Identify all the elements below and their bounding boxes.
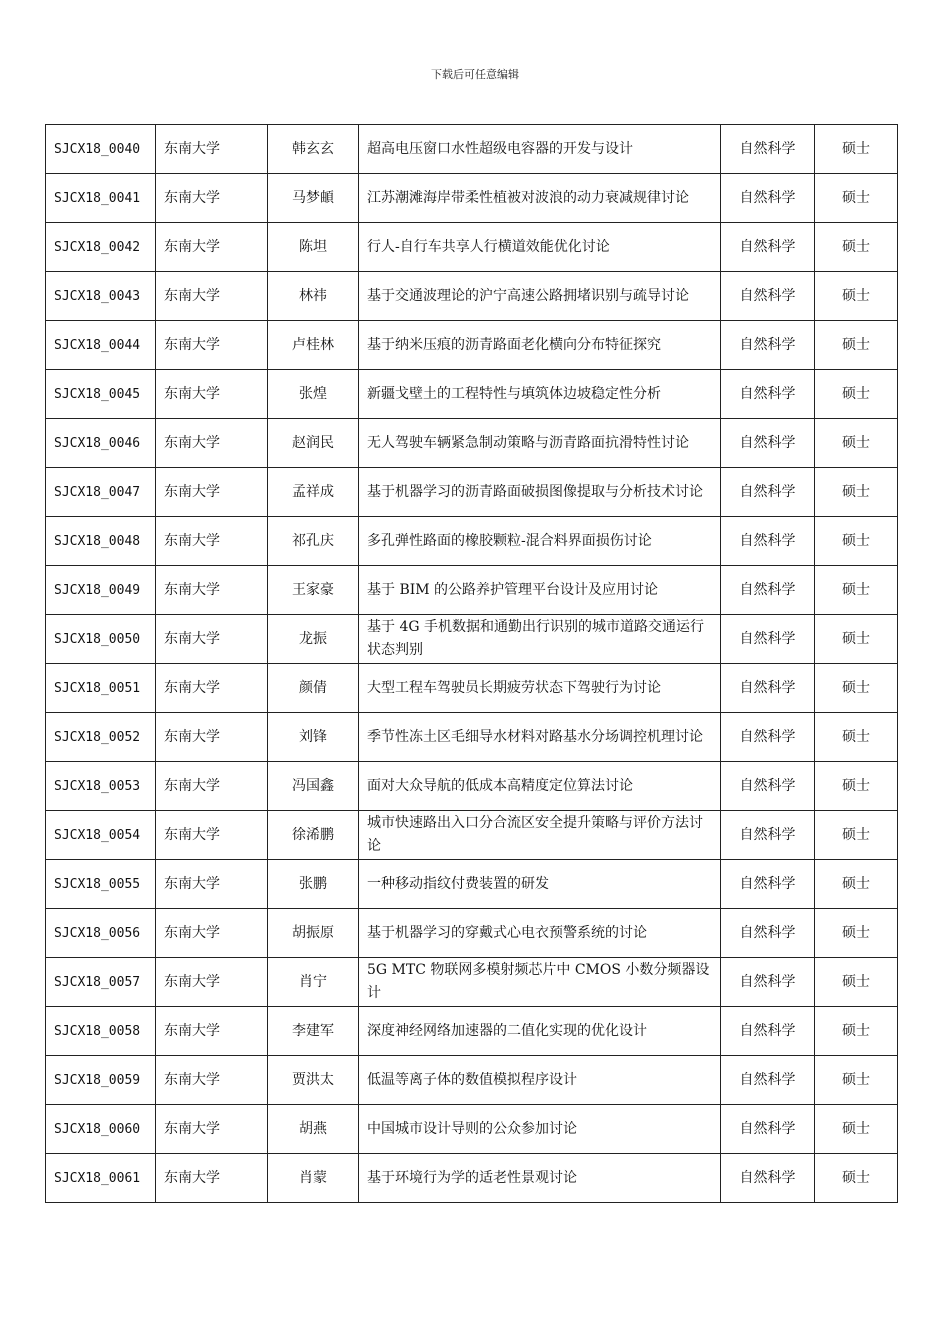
university-cell: 东南大学 xyxy=(156,860,268,909)
table-row xyxy=(46,174,898,223)
project-id-cell: SJCX18_0047 xyxy=(46,468,156,517)
university-cell: 东南大学 xyxy=(156,517,268,566)
student-name-cell: 王家豪 xyxy=(268,566,359,615)
student-name-cell: 冯国鑫 xyxy=(268,762,359,811)
table-row xyxy=(46,1007,898,1056)
table-row xyxy=(46,419,898,468)
field-cell: 自然科学 xyxy=(721,958,815,1007)
project-id-cell: SJCX18_0041 xyxy=(46,174,156,223)
project-title-cell: 江苏潮滩海岸带柔性植被对波浪的动力衰减规律讨论 xyxy=(359,174,721,223)
field-cell: 自然科学 xyxy=(721,272,815,321)
table-row xyxy=(46,517,898,566)
degree-cell: 硕士 xyxy=(815,419,898,468)
degree-cell: 硕士 xyxy=(815,811,898,860)
degree-cell: 硕士 xyxy=(815,174,898,223)
university-cell: 东南大学 xyxy=(156,125,268,174)
project-title-cell: 基于交通波理论的沪宁高速公路拥堵识别与疏导讨论 xyxy=(359,272,721,321)
project-id-cell: SJCX18_0051 xyxy=(46,664,156,713)
field-cell: 自然科学 xyxy=(721,468,815,517)
university-cell: 东南大学 xyxy=(156,174,268,223)
project-id-cell: SJCX18_0061 xyxy=(46,1154,156,1203)
student-name-cell: 林祎 xyxy=(268,272,359,321)
field-cell: 自然科学 xyxy=(721,419,815,468)
degree-cell: 硕士 xyxy=(815,762,898,811)
table-row xyxy=(46,566,898,615)
university-cell: 东南大学 xyxy=(156,762,268,811)
table-row xyxy=(46,909,898,958)
student-name-cell: 肖宁 xyxy=(268,958,359,1007)
table-row xyxy=(46,811,898,860)
student-name-cell: 陈坦 xyxy=(268,223,359,272)
project-id-cell: SJCX18_0048 xyxy=(46,517,156,566)
project-id-cell: SJCX18_0058 xyxy=(46,1007,156,1056)
university-cell: 东南大学 xyxy=(156,811,268,860)
table-row xyxy=(46,615,898,664)
field-cell: 自然科学 xyxy=(721,1007,815,1056)
student-name-cell: 韩玄玄 xyxy=(268,125,359,174)
degree-cell: 硕士 xyxy=(815,713,898,762)
field-cell: 自然科学 xyxy=(721,1105,815,1154)
field-cell: 自然科学 xyxy=(721,615,815,664)
project-title-cell: 基于 4G 手机数据和通勤出行识别的城市道路交通运行状态判别 xyxy=(359,615,721,664)
university-cell: 东南大学 xyxy=(156,615,268,664)
university-cell: 东南大学 xyxy=(156,419,268,468)
student-name-cell: 贾洪太 xyxy=(268,1056,359,1105)
project-title-cell: 新疆戈壁土的工程特性与填筑体边坡稳定性分析 xyxy=(359,370,721,419)
project-id-cell: SJCX18_0042 xyxy=(46,223,156,272)
project-table xyxy=(45,124,898,1203)
degree-cell: 硕士 xyxy=(815,468,898,517)
university-cell: 东南大学 xyxy=(156,664,268,713)
university-cell: 东南大学 xyxy=(156,1007,268,1056)
university-cell: 东南大学 xyxy=(156,566,268,615)
table-row xyxy=(46,762,898,811)
degree-cell: 硕士 xyxy=(815,125,898,174)
project-id-cell: SJCX18_0055 xyxy=(46,860,156,909)
degree-cell: 硕士 xyxy=(815,958,898,1007)
project-title-cell: 中国城市设计导则的公众参加讨论 xyxy=(359,1105,721,1154)
table-row xyxy=(46,1056,898,1105)
university-cell: 东南大学 xyxy=(156,321,268,370)
university-cell: 东南大学 xyxy=(156,958,268,1007)
project-title-cell: 基于环境行为学的适老性景观讨论 xyxy=(359,1154,721,1203)
table-row xyxy=(46,860,898,909)
table-row xyxy=(46,125,898,174)
university-cell: 东南大学 xyxy=(156,1105,268,1154)
degree-cell: 硕士 xyxy=(815,272,898,321)
field-cell: 自然科学 xyxy=(721,566,815,615)
degree-cell: 硕士 xyxy=(815,615,898,664)
degree-cell: 硕士 xyxy=(815,860,898,909)
field-cell: 自然科学 xyxy=(721,762,815,811)
project-title-cell: 基于纳米压痕的沥青路面老化横向分布特征探究 xyxy=(359,321,721,370)
project-id-cell: SJCX18_0043 xyxy=(46,272,156,321)
student-name-cell: 龙振 xyxy=(268,615,359,664)
project-id-cell: SJCX18_0044 xyxy=(46,321,156,370)
project-id-cell: SJCX18_0046 xyxy=(46,419,156,468)
degree-cell: 硕士 xyxy=(815,1105,898,1154)
table-body xyxy=(46,125,898,1203)
table-row xyxy=(46,1105,898,1154)
table-row xyxy=(46,958,898,1007)
field-cell: 自然科学 xyxy=(721,321,815,370)
student-name-cell: 祁孔庆 xyxy=(268,517,359,566)
degree-cell: 硕士 xyxy=(815,223,898,272)
field-cell: 自然科学 xyxy=(721,517,815,566)
project-id-cell: SJCX18_0040 xyxy=(46,125,156,174)
table-row xyxy=(46,370,898,419)
project-title-cell: 季节性冻土区毛细导水材料对路基水分场调控机理讨论 xyxy=(359,713,721,762)
table-row xyxy=(46,713,898,762)
project-title-cell: 低温等离子体的数值模拟程序设计 xyxy=(359,1056,721,1105)
degree-cell: 硕士 xyxy=(815,1007,898,1056)
university-cell: 东南大学 xyxy=(156,468,268,517)
table-row xyxy=(46,1154,898,1203)
degree-cell: 硕士 xyxy=(815,566,898,615)
student-name-cell: 颜倩 xyxy=(268,664,359,713)
project-title-cell: 城市快速路出入口分合流区安全提升策略与评价方法讨论 xyxy=(359,811,721,860)
table-row xyxy=(46,468,898,517)
project-title-cell: 超高电压窗口水性超级电容器的开发与设计 xyxy=(359,125,721,174)
degree-cell: 硕士 xyxy=(815,370,898,419)
table-row xyxy=(46,664,898,713)
table-row xyxy=(46,272,898,321)
page-header: 下载后可任意编辑 xyxy=(431,68,519,81)
field-cell: 自然科学 xyxy=(721,811,815,860)
degree-cell: 硕士 xyxy=(815,909,898,958)
project-title-cell: 5G MTC 物联网多模射频芯片中 CMOS 小数分频器设计 xyxy=(359,958,721,1007)
student-name-cell: 张煌 xyxy=(268,370,359,419)
project-title-cell: 一种移动指纹付费装置的研发 xyxy=(359,860,721,909)
project-title-cell: 基于机器学习的穿戴式心电衣预警系统的讨论 xyxy=(359,909,721,958)
project-title-cell: 大型工程车驾驶员长期疲劳状态下驾驶行为讨论 xyxy=(359,664,721,713)
university-cell: 东南大学 xyxy=(156,1154,268,1203)
field-cell: 自然科学 xyxy=(721,1056,815,1105)
degree-cell: 硕士 xyxy=(815,321,898,370)
degree-cell: 硕士 xyxy=(815,1056,898,1105)
student-name-cell: 徐浠鹏 xyxy=(268,811,359,860)
student-name-cell: 赵润民 xyxy=(268,419,359,468)
student-name-cell: 胡振原 xyxy=(268,909,359,958)
degree-cell: 硕士 xyxy=(815,1154,898,1203)
project-id-cell: SJCX18_0054 xyxy=(46,811,156,860)
university-cell: 东南大学 xyxy=(156,272,268,321)
field-cell: 自然科学 xyxy=(721,664,815,713)
student-name-cell: 胡燕 xyxy=(268,1105,359,1154)
table-row xyxy=(46,321,898,370)
university-cell: 东南大学 xyxy=(156,1056,268,1105)
field-cell: 自然科学 xyxy=(721,370,815,419)
field-cell: 自然科学 xyxy=(721,909,815,958)
student-name-cell: 李建军 xyxy=(268,1007,359,1056)
field-cell: 自然科学 xyxy=(721,713,815,762)
student-name-cell: 卢桂林 xyxy=(268,321,359,370)
degree-cell: 硕士 xyxy=(815,517,898,566)
university-cell: 东南大学 xyxy=(156,713,268,762)
project-title-cell: 基于机器学习的沥青路面破损图像提取与分析技术讨论 xyxy=(359,468,721,517)
student-name-cell: 肖蒙 xyxy=(268,1154,359,1203)
project-id-cell: SJCX18_0050 xyxy=(46,615,156,664)
student-name-cell: 刘锋 xyxy=(268,713,359,762)
student-name-cell: 孟祥成 xyxy=(268,468,359,517)
university-cell: 东南大学 xyxy=(156,370,268,419)
project-id-cell: SJCX18_0045 xyxy=(46,370,156,419)
project-title-cell: 行人-自行车共享人行横道效能优化讨论 xyxy=(359,223,721,272)
university-cell: 东南大学 xyxy=(156,909,268,958)
project-id-cell: SJCX18_0049 xyxy=(46,566,156,615)
project-id-cell: SJCX18_0057 xyxy=(46,958,156,1007)
project-title-cell: 多孔弹性路面的橡胶颗粒-混合料界面损伤讨论 xyxy=(359,517,721,566)
project-id-cell: SJCX18_0052 xyxy=(46,713,156,762)
field-cell: 自然科学 xyxy=(721,125,815,174)
degree-cell: 硕士 xyxy=(815,664,898,713)
table-row xyxy=(46,223,898,272)
field-cell: 自然科学 xyxy=(721,860,815,909)
project-id-cell: SJCX18_0060 xyxy=(46,1105,156,1154)
project-title-cell: 面对大众导航的低成本高精度定位算法讨论 xyxy=(359,762,721,811)
project-title-cell: 基于 BIM 的公路养护管理平台设计及应用讨论 xyxy=(359,566,721,615)
university-cell: 东南大学 xyxy=(156,223,268,272)
project-title-cell: 无人驾驶车辆紧急制动策略与沥青路面抗滑特性讨论 xyxy=(359,419,721,468)
project-id-cell: SJCX18_0053 xyxy=(46,762,156,811)
project-title-cell: 深度神经网络加速器的二值化实现的优化设计 xyxy=(359,1007,721,1056)
field-cell: 自然科学 xyxy=(721,1154,815,1203)
student-name-cell: 张鹏 xyxy=(268,860,359,909)
field-cell: 自然科学 xyxy=(721,223,815,272)
student-name-cell: 马梦頔 xyxy=(268,174,359,223)
project-id-cell: SJCX18_0056 xyxy=(46,909,156,958)
project-id-cell: SJCX18_0059 xyxy=(46,1056,156,1105)
field-cell: 自然科学 xyxy=(721,174,815,223)
